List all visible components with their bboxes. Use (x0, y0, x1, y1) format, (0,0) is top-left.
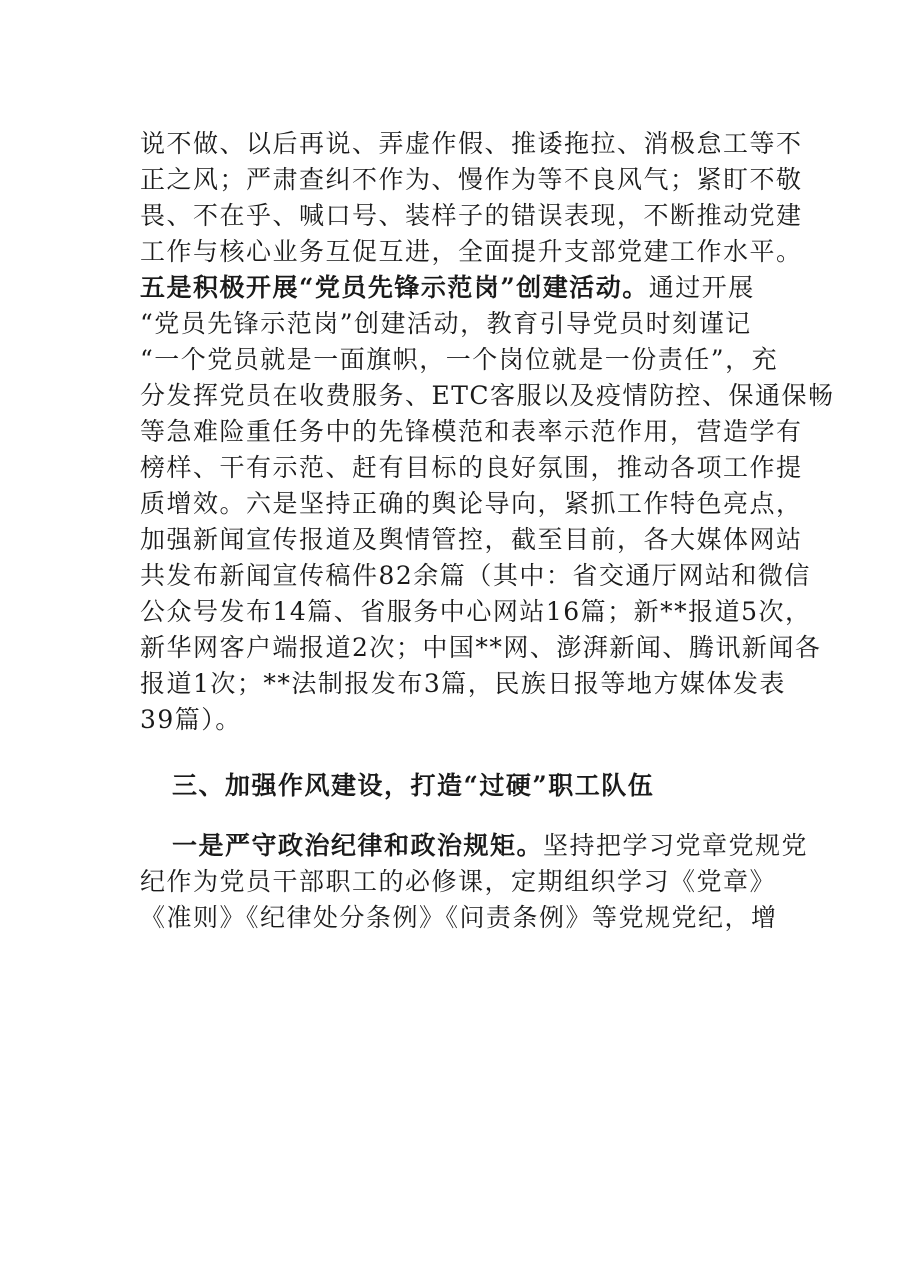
section-3-heading: 三、加强作风建设，打造“过硬”职工队伍 (172, 771, 655, 800)
paragraph-line: 39篇）。 (140, 705, 242, 734)
paragraph-line: 说不做、以后再说、弄虚作假、推诿拖拉、消极怠工等不 (140, 129, 803, 158)
paragraph-line: 质增效。六是坚持正确的舆论导向，紧抓工作特色亮点， (140, 489, 803, 518)
paragraph-line (140, 270, 755, 306)
paragraph-line: 等急难险重任务中的先锋模范和表率示范作用，营造学有 (140, 417, 803, 446)
paragraph-line (172, 828, 808, 864)
paragraph-line: 加强新闻宣传报道及舆情管控，截至目前，各大媒体网站 (140, 525, 803, 554)
item-1-heading: 一是严守政治纪律和政治规矩。 (172, 831, 544, 860)
paragraph-line: “一个党员就是一面旗帜，一个岗位就是一份责任”，充 (140, 345, 779, 374)
paragraph-line: 分发挥党员在收费服务、ETC客服以及疫情防控、保通保畅 (140, 381, 835, 410)
paragraph-line: 公众号发布14篇、省服务中心网站16篇；新**报道5次， (140, 597, 812, 626)
paragraph-line: “党员先锋示范岗”创建活动，教育引导党员时刻谨记 (140, 309, 752, 338)
paragraph-line: 正之风；严肃查纠不作为、慢作为等不良风气；紧盯不敬 (140, 165, 803, 194)
paragraph-line: 纪作为党员干部职工的必修课，定期组织学习《党章》 (140, 867, 777, 896)
paragraph-line: 榜样、干有示范、赶有目标的良好氛围，推动各项工作提 (140, 453, 803, 482)
paragraph-line: 新华网客户端报道2次；中国**网、澎湃新闻、腾讯新闻各 (140, 633, 822, 662)
item-5-text: 通过开展 (648, 273, 755, 302)
paragraph-line: 报道1次；**法制报发布3篇，民族日报等地方媒体发表 (140, 669, 786, 698)
paragraph-line: 共发布新闻宣传稿件82余篇（其中：省交通厅网站和微信 (140, 561, 811, 590)
paragraph-line: 工作与核心业务互促互进，全面提升支部党建工作水平。 (140, 237, 803, 266)
item-5-heading: 五是积极开展“党员先锋示范岗”创建活动。 (140, 273, 649, 302)
paragraph-line: 畏、不在乎、喊口号、装样子的错误表现，不断推动党建 (140, 201, 803, 230)
paragraph-line: 《准则》《纪律处分条例》《问责条例》等党规党纪，增 (140, 903, 778, 932)
item-1-text: 坚持把学习党章党规党 (543, 831, 809, 860)
